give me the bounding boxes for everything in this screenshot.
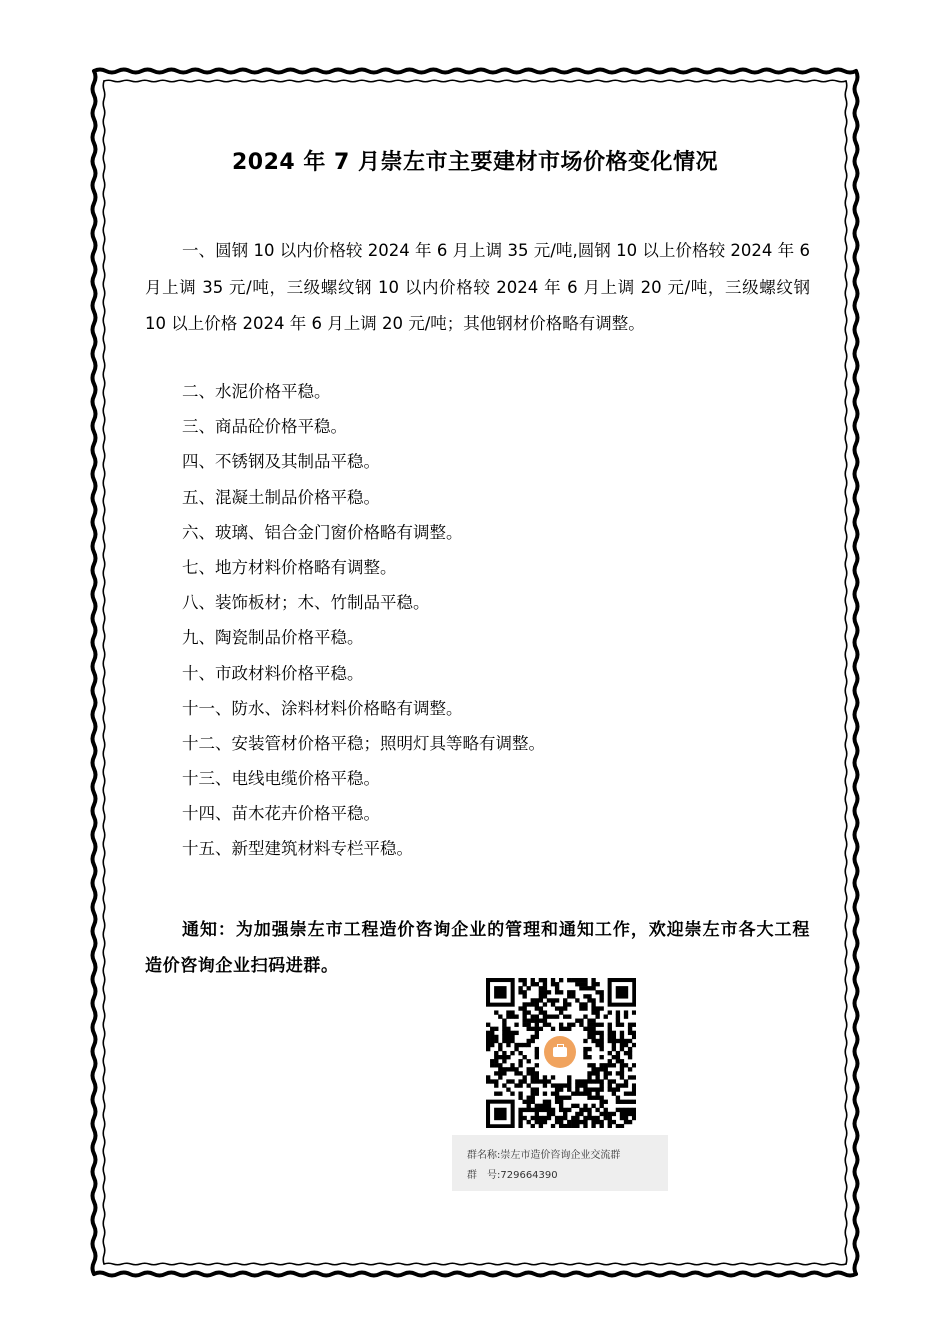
list-item: 二、水泥价格平稳。	[182, 382, 331, 401]
price-items-list	[182, 374, 545, 867]
list-item: 六、玻璃、铝合金门窗价格略有调整。	[182, 522, 463, 542]
list-item: 十五、新型建筑材料专栏平稳。	[182, 839, 413, 859]
list-item: 三、商品砼价格平稳。	[182, 417, 347, 437]
list-item: 十四、苗木花卉价格平稳。	[182, 804, 380, 824]
list-item: 七、地方材料价格略有调整。	[182, 557, 397, 577]
steel-price-paragraph: 一、圆钢 10 以内价格较 2024 年 6 月上调 35 元/吨,圆钢 10 以上价格较 2024 年 6 月上调 35 元/吨，三级螺纹钢 10 以内价格较 2024 年 6 月上调 20 元/吨，三级螺纹钢 10 以上价格 2024 年 6 月上调 20 元/吨；其他钢材价格略有调整。	[145, 241, 810, 333]
list-item: 九、陶瓷制品价格平稳。	[182, 628, 364, 648]
page-title: 2024 年 7 月崇左市主要建材市场价格变化情况	[231, 150, 719, 175]
list-item: 十三、电线电缆价格平稳。	[182, 769, 380, 789]
list-item: 五、混凝土制品价格平稳。	[182, 487, 380, 507]
list-item: 八、装饰板材；木、竹制品平稳。	[182, 593, 430, 613]
qr-code[interactable]	[486, 978, 636, 1128]
list-item: 四、不锈钢及其制品平稳。	[182, 452, 380, 472]
group-info-box	[452, 1135, 668, 1191]
group-name: 群名称:崇左市造价咨询企业交流群	[467, 1150, 621, 1161]
list-item: 十二、安装管材价格平稳；照明灯具等略有调整。	[182, 733, 545, 753]
list-item: 十、市政材料价格平稳。	[182, 663, 364, 683]
briefcase-icon	[540, 1032, 580, 1072]
list-item: 十一、防水、涂料材料价格略有调整。	[182, 698, 463, 718]
notice-paragraph: 通知：为加强崇左市工程造价咨询企业的管理和通知工作，欢迎崇左市各大工程造价咨询企业扫码进群。	[145, 920, 810, 976]
group-number: 群 号:729664390	[467, 1170, 558, 1181]
